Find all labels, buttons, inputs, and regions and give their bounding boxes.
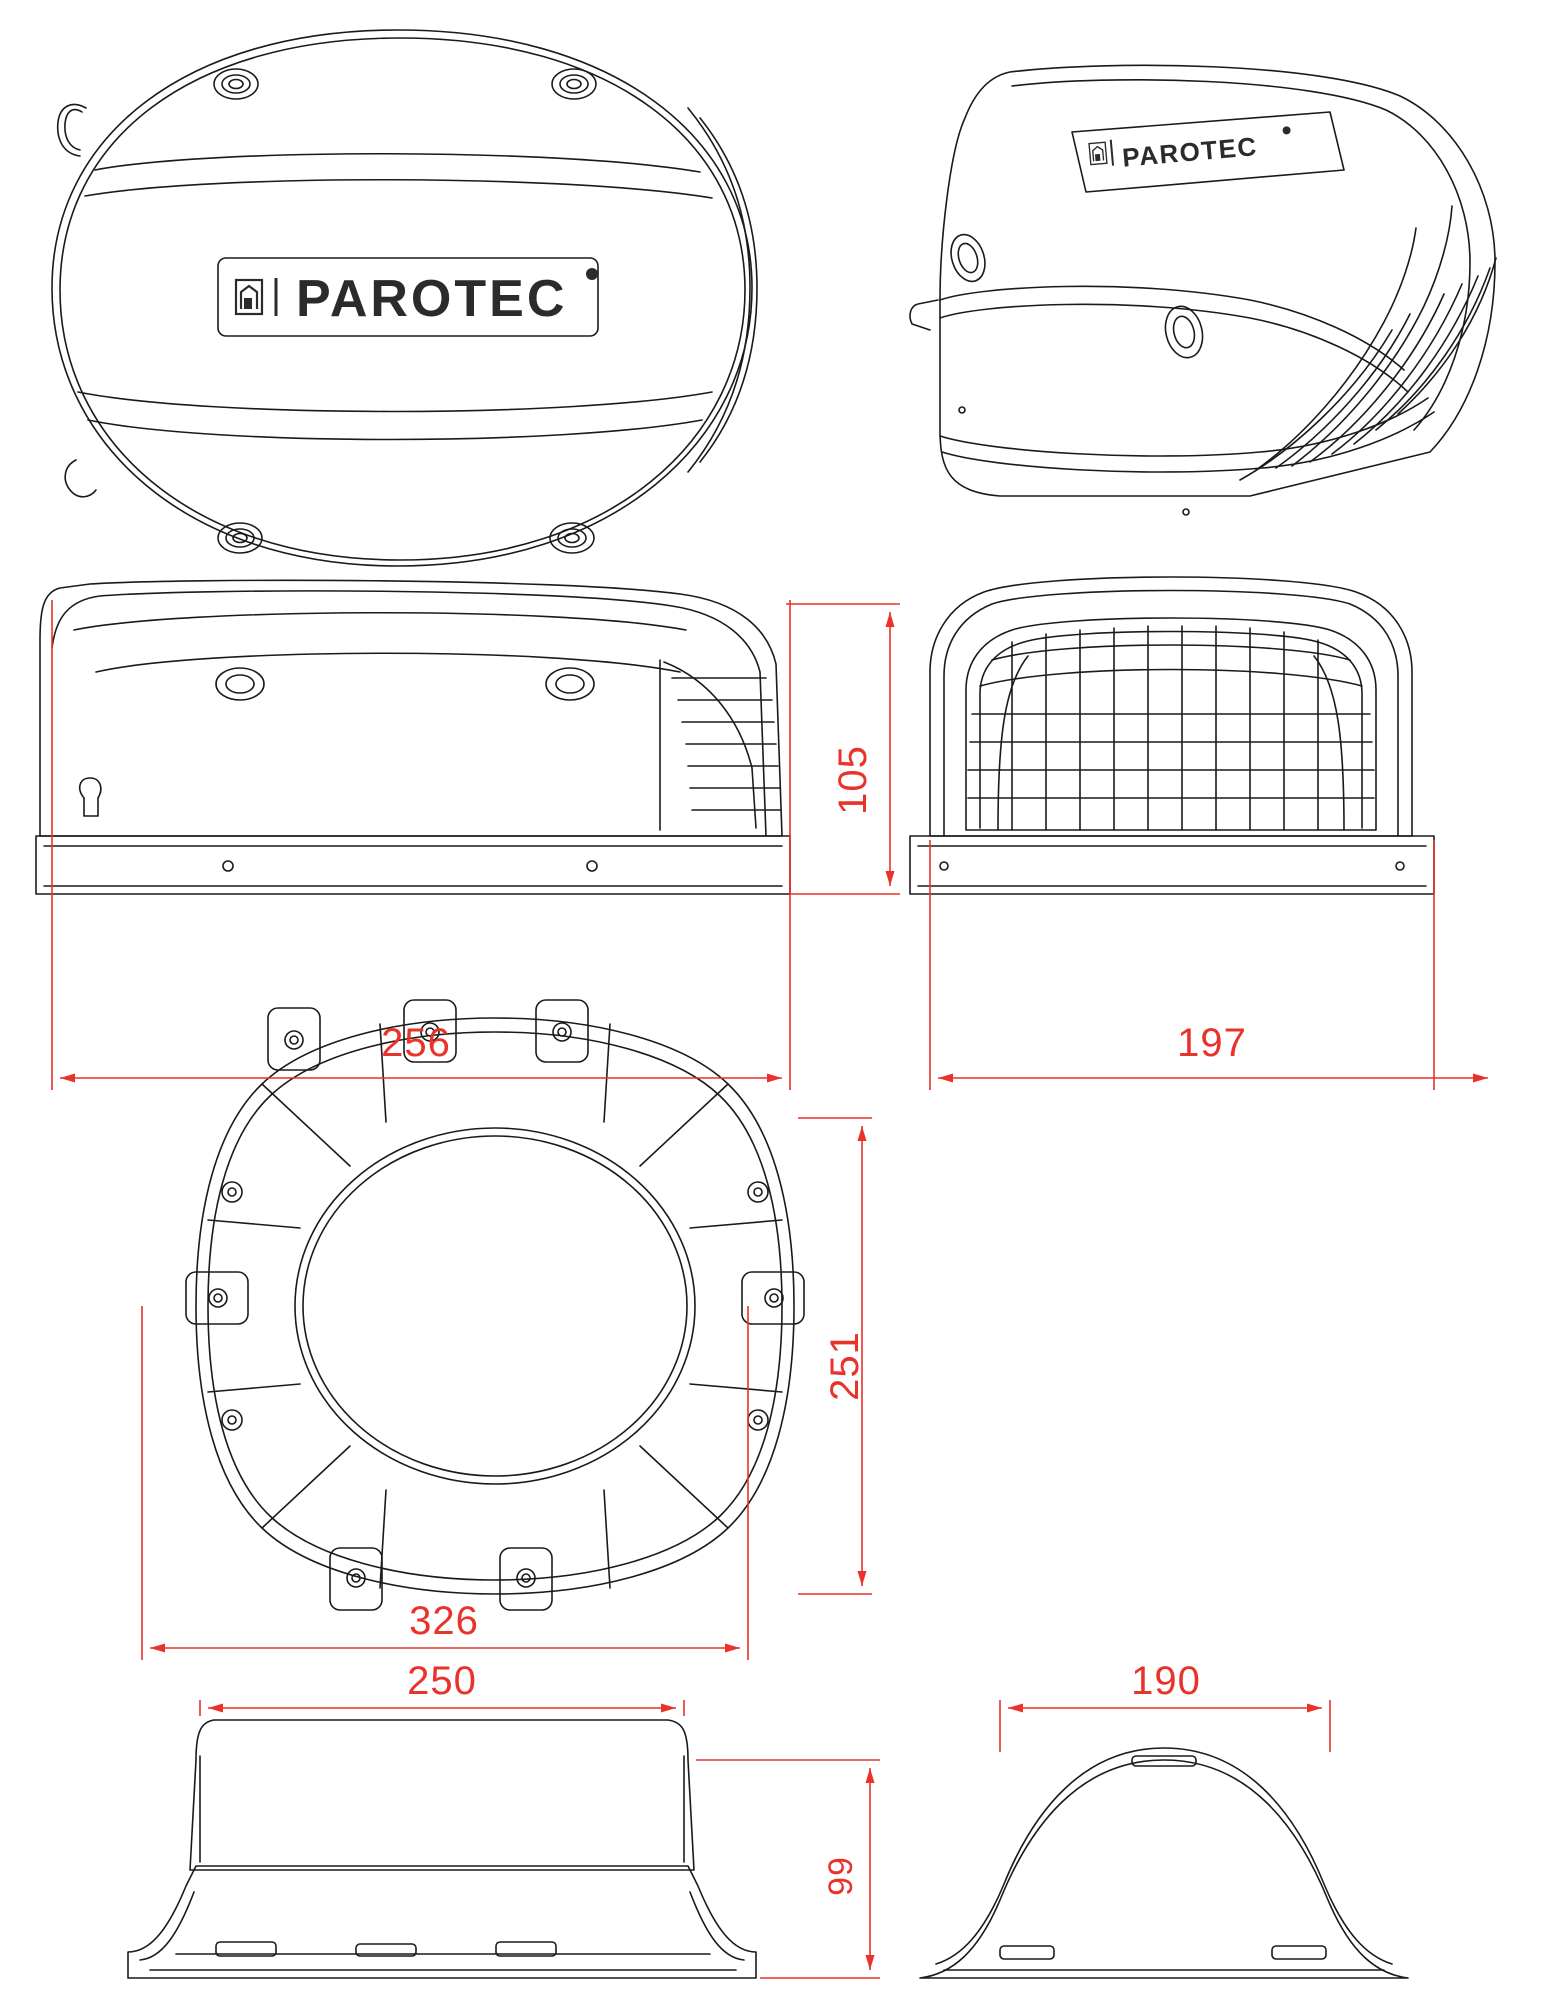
dimension-190 [1000,1700,1330,1752]
parotec-emblem-icon-iso [1089,142,1107,164]
view-base-plan [186,1000,804,1610]
view-base-side [920,1748,1408,1978]
dimension-label-105: 105 [831,745,875,815]
logo-top-view [236,268,598,328]
logo-iso-view [1089,124,1293,175]
dimension-label-190: 190 [1131,1659,1201,1703]
dimension-label-256: 256 [381,1021,451,1065]
dimension-256 [52,600,790,1090]
registered-mark-top [586,268,598,280]
logo-wordmark-iso: PAROTEC [1121,131,1259,173]
dimension-label-197: 197 [1177,1021,1247,1065]
parotec-emblem-icon [236,280,262,314]
view-side [910,577,1434,894]
registered-mark-iso [1282,126,1291,135]
view-base-front [128,1720,756,1978]
view-front [36,580,790,894]
dimension-label-250: 250 [407,1659,477,1703]
dimension-label-251: 251 [823,1331,867,1401]
logo-wordmark-top: PAROTEC [296,270,568,328]
dimension-label-99: 99 [822,1856,860,1896]
dimension-label-326: 326 [409,1599,479,1643]
view-isometric [910,65,1496,515]
